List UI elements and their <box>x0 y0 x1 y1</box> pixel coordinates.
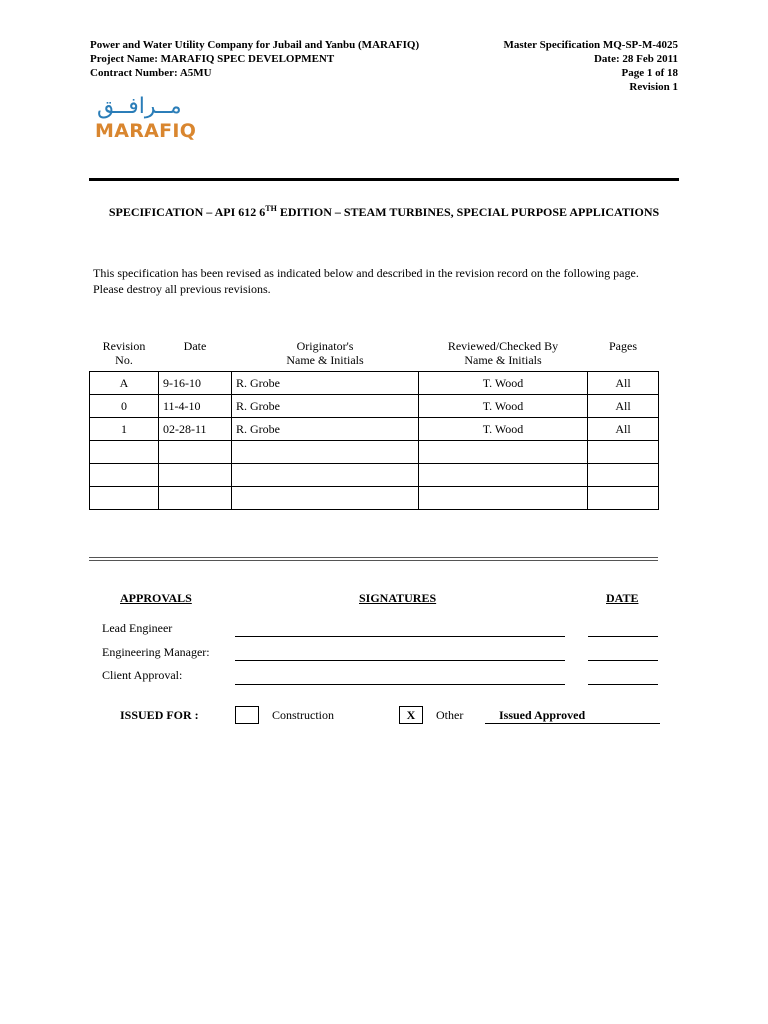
client-approval-signature-line[interactable] <box>235 684 565 685</box>
col-reviewed: Reviewed/Checked By Name & Initials <box>447 339 559 367</box>
cell-date: 02-28-11 <box>159 418 232 441</box>
cell-revision <box>90 464 159 487</box>
title-superscript: TH <box>265 204 277 213</box>
cell-originator <box>232 441 419 464</box>
engineering-manager-signature-line[interactable] <box>235 660 565 661</box>
other-label: Other <box>436 708 464 722</box>
table-row <box>90 441 659 464</box>
cell-date <box>159 487 232 510</box>
col-revision: Revision No. <box>102 339 146 367</box>
cell-pages: All <box>588 372 659 395</box>
cell-originator: R. Grobe <box>232 418 419 441</box>
table-row <box>90 418 659 441</box>
construction-checkbox[interactable] <box>235 706 259 724</box>
cell-pages: All <box>588 418 659 441</box>
cell-reviewer <box>419 441 588 464</box>
date-heading: DATE <box>606 591 639 605</box>
issued-status-line <box>485 723 660 724</box>
cell-pages <box>588 441 659 464</box>
construction-label: Construction <box>272 708 334 722</box>
approvals-heading: APPROVALS <box>120 591 192 605</box>
issued-status: Issued Approved <box>499 708 586 722</box>
lead-engineer-date-line[interactable] <box>588 636 658 637</box>
header-left <box>90 38 419 80</box>
cell-originator <box>232 487 419 510</box>
lead-engineer-signature-line[interactable] <box>235 636 565 637</box>
cell-pages <box>588 464 659 487</box>
col-date: Date <box>183 339 207 353</box>
cell-reviewer: T. Wood <box>419 395 588 418</box>
marafiq-logo <box>95 94 210 154</box>
page-number: Page 1 of 18 <box>621 67 678 79</box>
other-checkbox[interactable]: X <box>399 706 423 724</box>
title-rest: EDITION – STEAM TURBINES, SPECIAL PURPOSE APPLICATIONS <box>276 205 660 219</box>
logo-arabic-text: مــرافــق <box>97 94 182 119</box>
contract-number: Contract Number: A5MU <box>90 67 212 79</box>
cell-date: 11-4-10 <box>159 395 232 418</box>
cell-pages: All <box>588 395 659 418</box>
cell-revision <box>90 441 159 464</box>
logo-english-text: MARAFIQ <box>95 120 197 142</box>
cell-reviewer: T. Wood <box>419 372 588 395</box>
revision-number: Revision 1 <box>629 81 678 93</box>
cell-revision: A <box>90 372 159 395</box>
cell-pages <box>588 487 659 510</box>
client-approval-date-line[interactable] <box>588 684 658 685</box>
table-row <box>90 372 659 395</box>
spec-number: Master Specification MQ-SP-M-4025 <box>503 39 678 51</box>
document-title <box>0 204 768 220</box>
revision-table <box>89 339 659 510</box>
cell-originator: R. Grobe <box>232 395 419 418</box>
project-name: Project Name: MARAFIQ SPEC DEVELOPMENT <box>90 53 335 65</box>
cell-revision: 0 <box>90 395 159 418</box>
engineering-manager-label: Engineering Manager: <box>102 645 210 659</box>
engineering-manager-date-line[interactable] <box>588 660 658 661</box>
cell-date <box>159 441 232 464</box>
client-approval-label: Client Approval: <box>102 668 183 682</box>
cell-reviewer: T. Wood <box>419 418 588 441</box>
header-right <box>503 38 678 94</box>
cell-reviewer <box>419 487 588 510</box>
doc-date: Date: 28 Feb 2011 <box>593 53 678 65</box>
revision-table-header <box>90 339 659 372</box>
table-row <box>90 464 659 487</box>
header-divider <box>89 178 679 181</box>
section-divider-bottom <box>89 560 658 561</box>
company-name: Power and Water Utility Company for Jubail and Yanbu (MARAFIQ) <box>90 39 420 51</box>
signatures-heading: SIGNATURES <box>359 591 437 605</box>
cell-revision: 1 <box>90 418 159 441</box>
lead-engineer-label: Lead Engineer <box>102 621 173 635</box>
col-originator: Originator's Name & Initials <box>286 339 364 367</box>
cell-reviewer <box>419 464 588 487</box>
table-row <box>90 395 659 418</box>
table-row <box>90 487 659 510</box>
cell-date: 9-16-10 <box>159 372 232 395</box>
cell-originator <box>232 464 419 487</box>
cell-date <box>159 464 232 487</box>
title-main: SPECIFICATION – API 612 6 <box>108 205 266 219</box>
cell-originator: R. Grobe <box>232 372 419 395</box>
intro-paragraph: This specification has been revised as indicated below and described in the revision record on the following page. Please destroy all previous revisions. <box>93 266 639 296</box>
cell-revision <box>90 487 159 510</box>
section-divider-top <box>89 557 658 558</box>
issued-for-label: ISSUED FOR : <box>120 708 199 722</box>
col-pages: Pages <box>609 339 637 353</box>
